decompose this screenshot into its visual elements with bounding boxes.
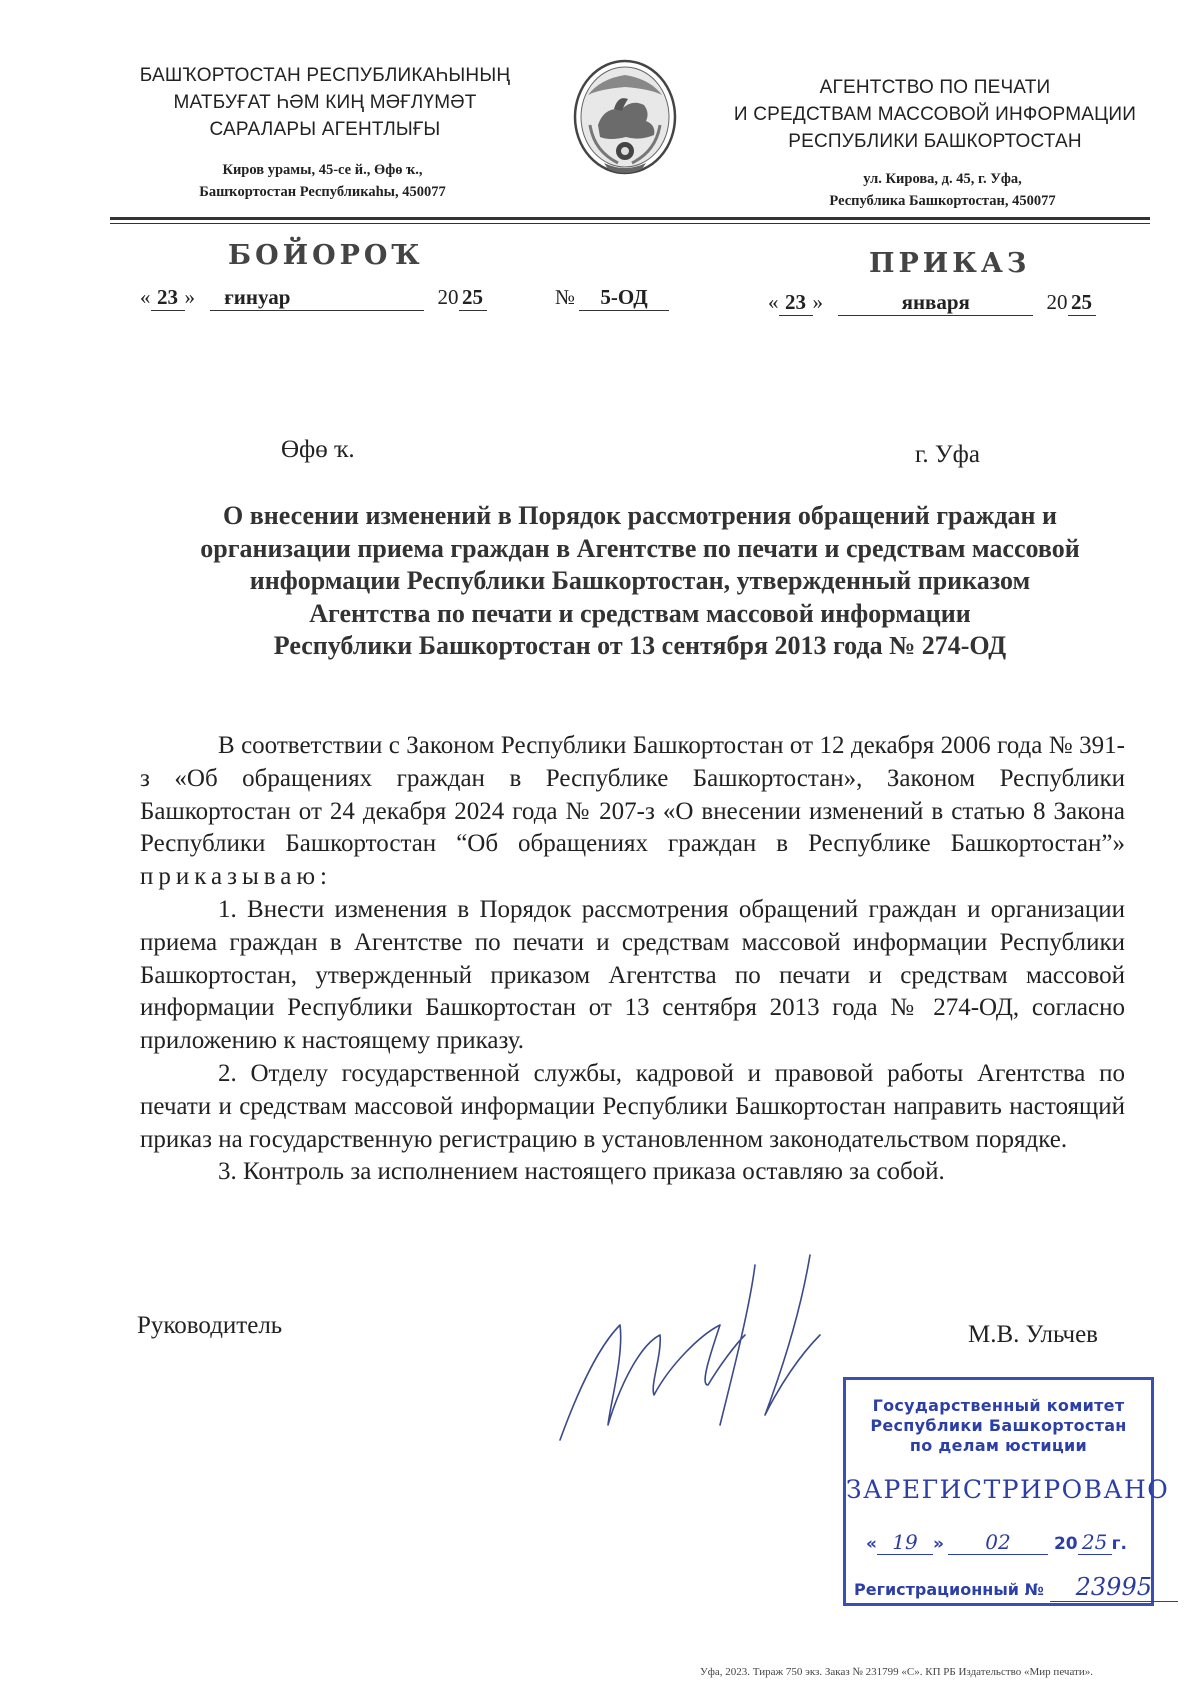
stamp-org: Государственный комитет Республики Башкортостан по делам юстиции [870, 1396, 1127, 1455]
order-body [140, 730, 1125, 1189]
header-right-org: АГЕНТСТВО ПО ПЕЧАТИ И СРЕДСТВАМ МАССОВОЙ ИНФОРМАЦИИ РЕСПУБЛИКИ БАШКОРТОСТАН [733, 77, 1137, 152]
item-1: 1. Внести изменения в Порядок рассмотрения обращений граждан и организации приема граждан в Агентстве по печати и средствам массовой информации Республики Башкортостан, утвержденный приказом Агентства по печати и средствам массовой информации Республики Башкортостан от 13 сентября 2013 года № 274-ОД, согласно приложению к настоящему приказу. [140, 895, 1125, 1055]
stamp-reg-number: Регистрационный № 23995 [854, 1573, 1178, 1602]
doc-kind-bashkir: БОЙОРОҠ [228, 240, 424, 271]
city-russian: г. Уфа [915, 441, 980, 468]
preamble-paragraph: В соответствии с Законом Республики Башкортостан от 12 декабря 2006 года № 391-з «Об обращениях граждан в Республике Башкортостан», Законом Республики Башкортостан от 24 декабря 2024 года № 207-з «О внесении изменений в статью 8 Закона Республики Башкортостан “Об обращениях граждан в Республике Башкортостан”» приказываю: [140, 732, 1125, 891]
header-left-address: Киров урамы, 45-се й., Өфө ҡ., Башҡортостан Республикаһы, 450077 [199, 162, 446, 200]
item-2: 2. Отделу государственной службы, кадровой и правовой работы Агентства по печати и средствам массовой информации Республики Башкортостан направить настоящий приказ на государственную регистрацию в установленном законодательством порядке. [140, 1059, 1125, 1153]
signatory-name: М.В. Ульчев [968, 1321, 1098, 1348]
print-imprint: Уфа, 2023. Тираж 750 экз. Заказ № 231799 «С». КП РБ Издательство «Мир печати». [700, 1666, 1093, 1678]
header-right-address: ул. Кирова, д. 45, г. Уфа, Республика Башкортостан, 450077 [829, 171, 1056, 209]
coat-of-arms-emblem [570, 55, 680, 180]
item-3: 3. Контроль за исполнением настоящего приказа оставляю за собой. [218, 1158, 945, 1186]
header-left-org: БАШҠОРТОСТАН РЕСПУБЛИКАҺЫНЫҢ МАТБУҒАТ ҺӘМ КИҢ МӘҒЛҮМӘТ САРАЛАРЫ АГЕНТЛЫҒЫ [139, 65, 511, 140]
header-rule-thin [110, 223, 1150, 224]
signatory-position: Руководитель [137, 1312, 283, 1339]
stamp-registered: ЗАРЕГИСТРИРОВАНО [846, 1475, 1170, 1504]
city-bashkir: Өфө ҡ. [281, 436, 355, 463]
registration-stamp [843, 1377, 1170, 1606]
doc-kind-russian: ПРИКАЗ [869, 248, 1031, 279]
order-number: № 5-ОД [555, 285, 669, 311]
date-russian: « 23 » января 20 25 [768, 290, 1096, 316]
order-title: О внесении изменений в Порядок рассмотрения обращений граждан и организации приема граждан в Агентстве по печати и средствам массовой информации Республики Башкортостан, утвержденный приказом Агентства по печати и средствам массовой информации Республики Башкортостан от 13 сентября 2013 года № 274-ОД [200, 501, 1080, 660]
order-word: приказываю: [140, 863, 332, 891]
stamp-date: « 19 » 02 20 25 г. [866, 1530, 1127, 1554]
header-rule-thick [110, 217, 1150, 220]
date-bashkir: « 23 » ғинуар 20 25 [140, 285, 487, 311]
